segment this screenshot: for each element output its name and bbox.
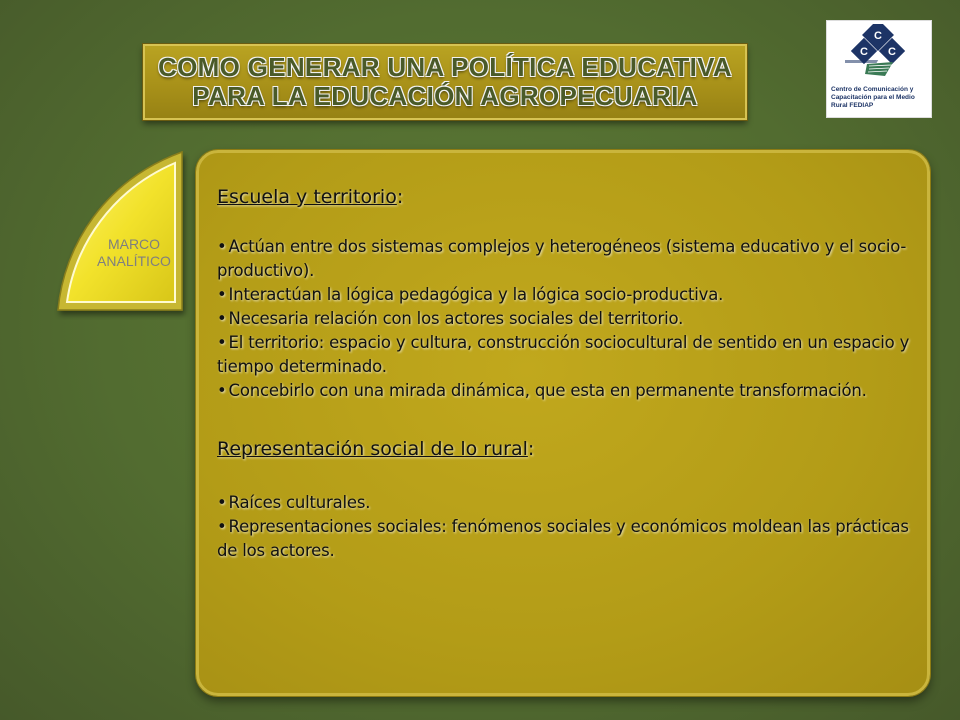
logo-caption: [831, 86, 929, 110]
bullet-list-representacion: [217, 491, 917, 563]
bullet-text: Interactúan la lógica pedagógica y la lógica socio-productiva.: [228, 285, 724, 304]
slide-title-line-2: PARA LA EDUCACIÓN AGROPECUARIA: [192, 81, 698, 111]
ccc-diamond-logo-icon: [845, 24, 915, 86]
list-item: [217, 491, 917, 515]
logo-letter-top: C: [874, 30, 882, 42]
slide-title-box: [143, 44, 747, 120]
list-item: [217, 515, 917, 563]
list-item: [217, 283, 917, 307]
bullet-dot: •: [217, 493, 227, 512]
bullet-dot: •: [217, 237, 227, 256]
list-item: [217, 235, 917, 283]
slide-title-line-1: COMO GENERAR UNA POLÍTICA EDUCATIVA: [158, 52, 732, 82]
bullet-dot: •: [217, 309, 227, 328]
logo-caption-line-2: Capacitación para el Medio: [831, 94, 915, 101]
list-item: [217, 379, 917, 403]
section-title-escuela-text: Escuela y territorio: [217, 186, 397, 208]
logo-caption-line-1: Centro de Comunicación y: [831, 86, 914, 93]
tab-label-line-1: MARCO: [107, 236, 161, 252]
logo-letter-left: C: [860, 46, 868, 58]
bullet-dot: •: [217, 381, 227, 400]
tab-label: [90, 236, 178, 270]
section-title-representacion-colon: :: [527, 438, 535, 460]
content-panel: [196, 150, 930, 696]
bullet-dot: •: [217, 285, 227, 304]
bullet-text: Raíces culturales.: [228, 493, 371, 512]
bullet-text: Representaciones sociales: fenómenos sociales y económicos moldean las prácticas de los actores.: [217, 517, 909, 560]
bullet-text: Necesaria relación con los actores sociales del territorio.: [228, 309, 684, 328]
tab-label-line-2: ANALÍTICO: [97, 253, 171, 269]
section-title-escuela: [217, 185, 917, 209]
section-title-representacion: [217, 437, 917, 461]
section-title-representacion-text: Representación social de lo rural: [217, 438, 528, 460]
logo-caption-line-3: Rural FEDIAP: [831, 102, 874, 109]
bullet-text: Concebirlo con una mirada dinámica, que esta en permanente transformación.: [228, 381, 867, 400]
bullet-dot: •: [217, 517, 227, 536]
bullet-text: El territorio: espacio y cultura, construcción sociocultural de sentido en un espacio y tiempo determinado.: [217, 333, 910, 376]
marco-analitico-tab: [50, 150, 195, 320]
logo-letter-right: C: [888, 46, 896, 58]
content-text: [217, 185, 917, 563]
bullet-list-escuela: [217, 235, 917, 403]
list-item: [217, 307, 917, 331]
bullet-dot: •: [217, 333, 227, 352]
bullet-text: Actúan entre dos sistemas complejos y heterogéneos (sistema educativo y el socio-productivo).: [217, 237, 907, 280]
fediap-logo: [826, 20, 932, 118]
list-item: [217, 331, 917, 379]
section-title-escuela-colon: :: [396, 186, 404, 208]
